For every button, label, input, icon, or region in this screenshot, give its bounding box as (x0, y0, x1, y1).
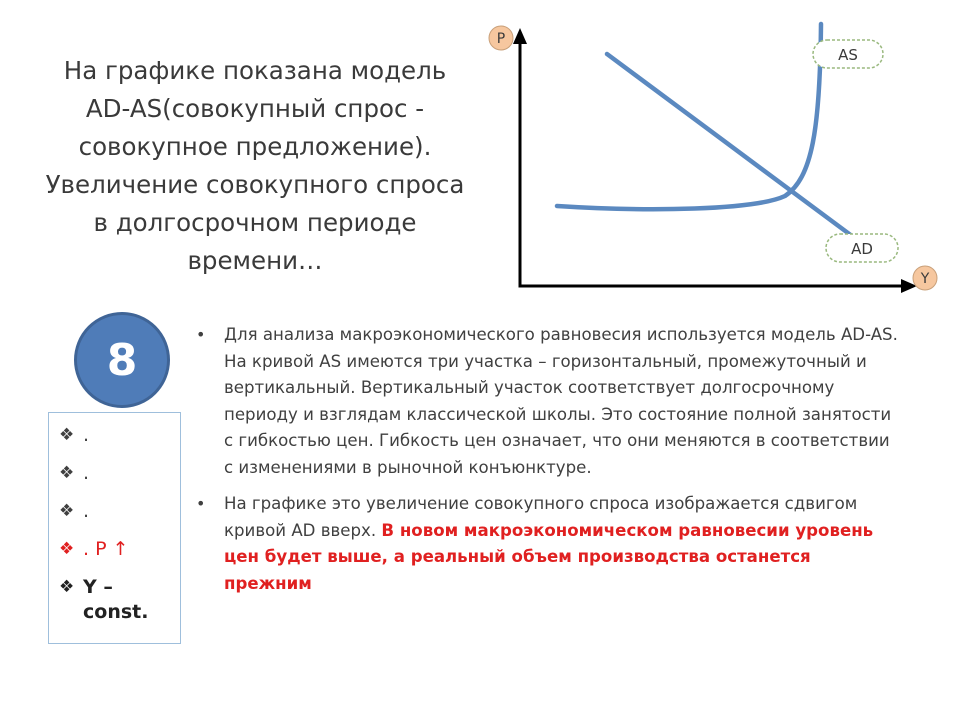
answer-item (59, 499, 180, 524)
axis-p-label: P (496, 31, 506, 47)
answer-item-y-const (59, 575, 180, 625)
explanation-text-2-plain: На графике это увеличение совокупного спроса изображается сдвигом кривой AD вверх. (224, 494, 858, 540)
answer-item (59, 461, 180, 486)
diamond-bullet-icon: ❖ (59, 577, 75, 597)
explanation-bullet-1 (196, 322, 906, 481)
explanation-text-1: Для анализа макроэкономического равновесия используется модель AD-AS. На кривой AS имеются три участка – горизонтальный, промежуточный и вертикальный. Вертикальный участок соответствует долгосрочному периоду и взглядам классической школы. Это состояние полной занятости с гибкостью цен. Гибкость цен означает, что они меняются в соответствии с изменениями в рыночной конъюнктуре. (224, 325, 898, 477)
bullet-dot-icon: • (196, 494, 206, 513)
slide-title: На графике показана модель AD-AS(совокупный спрос - совокупное предложение). Увеличение совокупного спроса в долгосрочном периоде времени… (45, 56, 465, 275)
explanation-bullet-2 (196, 491, 906, 597)
answer-box (48, 412, 181, 644)
question-number-badge: 8 (74, 312, 170, 408)
axis-y-badge (913, 266, 937, 290)
ad-as-diagram (0, 0, 960, 300)
ad-label-bubble (826, 234, 898, 262)
explanation-list (196, 322, 906, 607)
answer-item (59, 423, 180, 448)
answer-text: . P ↑ (83, 538, 129, 560)
diamond-bullet-icon: ❖ (59, 463, 75, 483)
as-label-bubble (813, 40, 883, 68)
answer-item-price-rise (59, 537, 180, 562)
axis-y-label: Y (920, 271, 930, 287)
diamond-bullet-icon: ❖ (59, 501, 75, 521)
as-label: AS (838, 46, 858, 64)
bullet-dot-icon: • (196, 325, 206, 344)
explanation-text-2 (224, 491, 904, 597)
explanation-text-2-highlight: В новом макроэкономическом равновесии уровень цен будет выше, а реальный объем производства останется прежним (224, 520, 874, 593)
ad-label: AD (851, 240, 873, 258)
answer-text: . (83, 462, 90, 484)
y-axis-arrowhead (513, 28, 527, 44)
axis-p-badge (489, 26, 513, 50)
diamond-bullet-icon: ❖ (59, 539, 75, 559)
answer-text: . (83, 424, 90, 446)
answer-text: Y – const. (83, 576, 149, 623)
diamond-bullet-icon: ❖ (59, 425, 75, 445)
answer-text: . (83, 500, 90, 522)
